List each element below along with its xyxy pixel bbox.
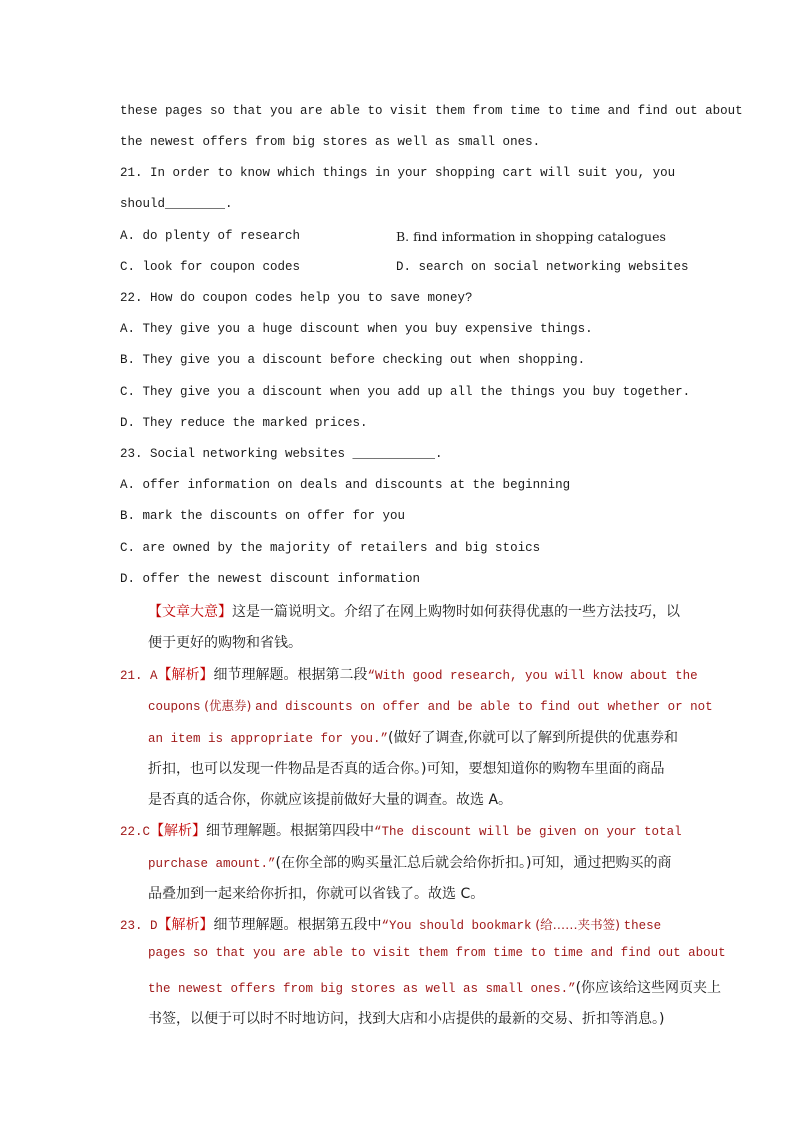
q21-stem-line-1: 21. In order to know which things in your shopping cart will suit you, you <box>120 166 676 180</box>
q22-option-b: B. They give you a discount before checking out when shopping. <box>120 353 586 367</box>
explanation-21-cn-2: (优惠券) <box>204 698 252 713</box>
explanation-21-en-2b: and discounts on offer and be able to find out whether or not <box>255 700 713 714</box>
explanation-23-tag: 【解析】 <box>157 917 214 933</box>
explanation-23-line-4: 书签，以便于可以时不时地访问，找到大店和小店提供的最新的交易、折扣等消息。) <box>148 1011 665 1027</box>
explanation-22-line-2 <box>148 852 671 872</box>
passage-line-1: these pages so that you are able to visit them from time to time and find out about <box>120 104 743 118</box>
summary-line-2: 便于更好的购物和省钱。 <box>148 635 302 651</box>
explanation-21-number: 21. A <box>120 669 158 683</box>
explanation-22-tag: 【解析】 <box>150 823 207 839</box>
q23-stem: 23. Social networking websites ___________. <box>120 447 443 461</box>
q23-option-d: D. offer the newest discount information <box>120 572 421 586</box>
explanation-23-cn-3: (你应该给这些网页夹上 <box>575 980 722 996</box>
explanation-23-line-2: pages so that you are able to visit them from time to time and find out about <box>148 946 726 960</box>
q23-option-a: A. offer information on deals and discounts at the beginning <box>120 478 571 492</box>
explanation-21-en-3: an item is appropriate for you.” <box>148 732 389 746</box>
passage-line-2: the newest offers from big stores as well as small ones. <box>120 135 541 149</box>
explanation-23-en-1: “You should bookmark <box>381 919 532 933</box>
explanation-22-cn-2: (在你全部的购买量汇总后就会给你折扣。)可知，通过把购买的商 <box>275 855 672 871</box>
explanation-22-en-1: “The discount will be given on your total <box>374 825 682 839</box>
explanation-21-line-5: 是否真的适合你，你就应该提前做好大量的调查。故选 A。 <box>148 792 513 808</box>
q21-stem-line-2: should________. <box>120 197 233 211</box>
q22-stem: 22. How do coupon codes help you to save money? <box>120 291 473 305</box>
explanation-22-line-1 <box>120 820 682 840</box>
explanation-21-cn-1: 细节理解题。根据第二段 <box>213 667 368 683</box>
explanation-21-line-2 <box>148 696 713 714</box>
explanation-23-number: 23. D <box>120 919 158 933</box>
explanation-23-cn-1b: (给……夹书签) <box>535 917 620 932</box>
explanation-23-line-1 <box>120 914 661 934</box>
explanation-22-en-2: purchase amount.” <box>148 857 276 871</box>
explanation-21-cn-3: (做好了调查,你就可以了解到所提供的优惠券和 <box>388 730 678 746</box>
explanation-21-line-4: 折扣，也可以发现一件物品是否真的适合你。)可知，要想知道你的购物车里面的商品 <box>148 761 665 777</box>
q21-option-d: D. search on social networking websites <box>396 260 689 274</box>
explanation-22-cn-1: 细节理解题。根据第四段中 <box>206 823 375 839</box>
explanation-21-en-1: “With good research, you will know about the <box>367 669 698 683</box>
q21-option-b: B. find information in shopping catalogues <box>396 229 666 244</box>
q23-option-b: B. mark the discounts on offer for you <box>120 509 406 523</box>
explanation-22-line-3: 品叠加到一起来给你折扣，你就可以省钱了。故选 C。 <box>148 886 485 902</box>
explanation-23-line-3 <box>148 977 721 997</box>
explanation-21-line-1 <box>120 664 698 684</box>
explanation-23-en-3: the newest offers from big stores as well as small ones.” <box>148 982 576 996</box>
summary-tag: 【文章大意】 <box>148 604 232 620</box>
explanation-22-number: 22.C <box>120 825 151 839</box>
explanation-21-en-2: coupons <box>148 700 201 714</box>
q22-option-c: C. They give you a discount when you add up all the things you buy together. <box>120 385 691 399</box>
explanation-21-tag: 【解析】 <box>157 667 214 683</box>
q22-option-d: D. They reduce the marked prices. <box>120 416 368 430</box>
summary-text-1: 这是一篇说明文。介绍了在网上购物时如何获得优惠的一些方法技巧，以 <box>232 604 680 620</box>
q22-option-a: A. They give you a huge discount when you buy expensive things. <box>120 322 593 336</box>
q23-option-c: C. are owned by the majority of retailers and big stoics <box>120 541 541 555</box>
summary-line-1 <box>148 601 680 621</box>
explanation-23-en-1b: these <box>623 919 662 933</box>
explanation-23-cn-1: 细节理解题。根据第五段中 <box>213 917 382 933</box>
q21-option-a: A. do plenty of research <box>120 229 301 243</box>
explanation-21-line-3 <box>148 727 678 747</box>
q21-option-c: C. look for coupon codes <box>120 260 301 274</box>
